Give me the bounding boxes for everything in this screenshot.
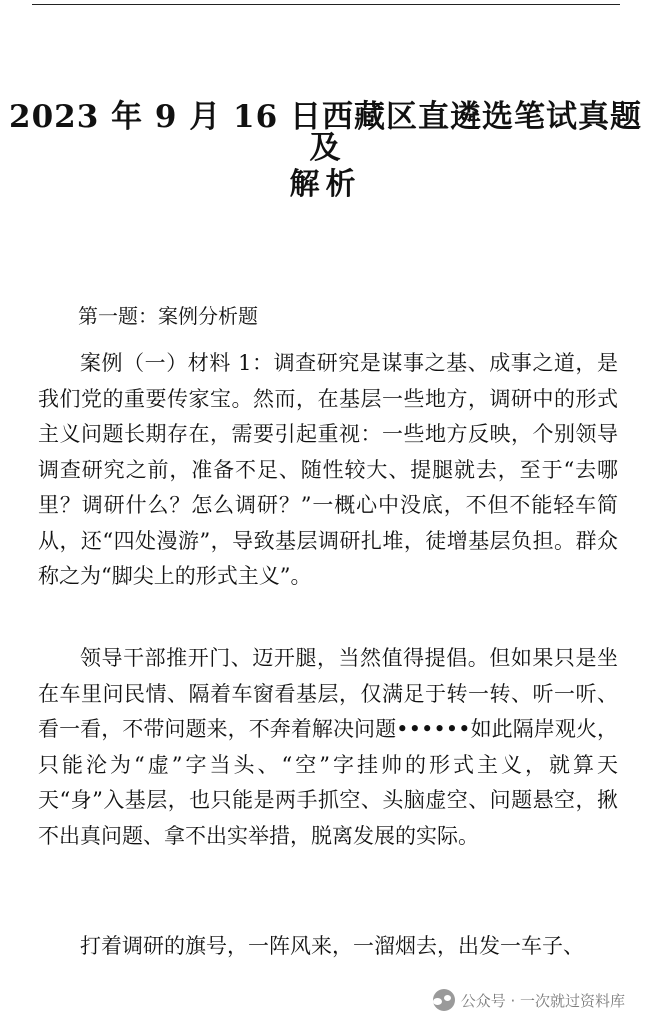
document-title-line2: 解析	[289, 167, 362, 202]
paragraph-2: 领导干部推开门、迈开腿，当然值得提倡。但如果只是坐在车里问民情、隔着车窗看基层，仅满足于转一转、听一听、看一看，不带问题来，不奔着解决问题••••••如此隔岸观火，只能沦为“虚”字当头、“空”字挂帅的形式主义，就算天天“身”入基层，也只能是两手抓空、头脑虚空、问题悬空，揪不出真问题、拿不出实举措，脱离发展的实际。	[38, 646, 618, 848]
paragraph-3: 打着调研的旗号，一阵风来，一溜烟去，出发一车子、	[80, 934, 584, 958]
watermark-text: 公众号 · 一次就过资料库	[460, 991, 625, 1010]
watermark	[429, 986, 629, 1014]
wechat-icon	[433, 989, 455, 1011]
paragraph-1: 案例（一）材料 1：调查研究是谋事之基、成事之道，是我们党的重要传家宝。然而，在基层一些地方，调研中的形式主义问题长期存在，需要引起重视：一些地方反映，个别领导调查研究之前，准备不足、随性较大、提腿就去，至于“去哪里？调研什么？怎么调研？”一概心中没底，不但不能轻车简从，还“四处漫游”，导致基层调研扎堆，徒增基层负担。群众称之为“脚尖上的形式主义”。	[38, 351, 618, 588]
section-heading: 第一题：案例分析题	[78, 304, 258, 328]
top-rule	[32, 4, 620, 5]
document-title-line1: 2023 年 9 月 16 日西藏区直遴选笔试真题及	[9, 99, 642, 166]
